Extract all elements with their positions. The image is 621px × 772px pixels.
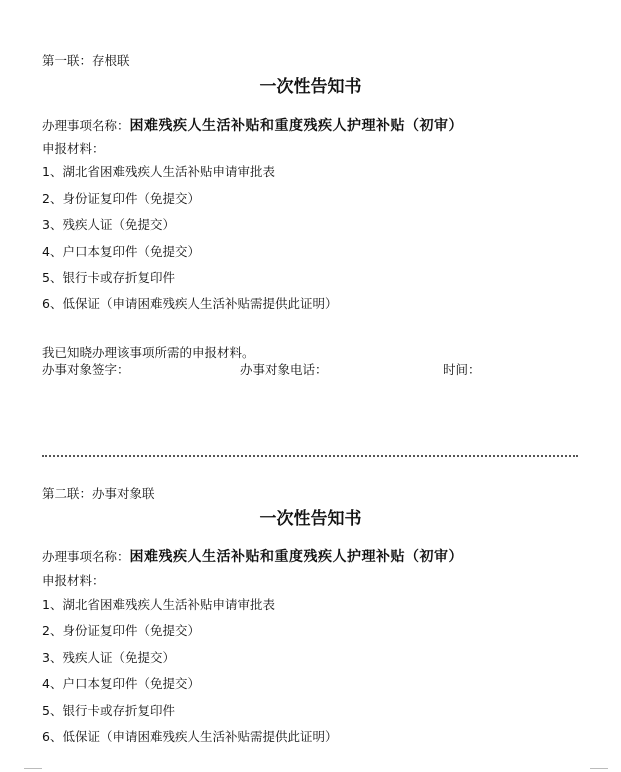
subject-line [42, 115, 463, 135]
copy-label: 第一联：存根联 [42, 53, 130, 68]
acknowledgement-text: 我已知晓办理该事项所需的申报材料。 [42, 345, 255, 360]
material-item: 4、户口本复印件（免提交） [42, 676, 200, 691]
notice-title: 一次性告知书 [259, 509, 362, 529]
material-item: 5、银行卡或存折复印件 [42, 703, 175, 718]
phone-label: 办事对象电话： [240, 362, 328, 377]
material-item: 3、残疾人证（免提交） [42, 217, 175, 232]
subject-value: 困难残疾人生活补贴和重度残疾人护理补贴（初审） [129, 118, 464, 134]
page-corner-mark [24, 768, 42, 769]
time-label: 时间： [443, 362, 481, 377]
material-item: 6、低保证（申请困难残疾人生活补贴需提供此证明） [42, 729, 338, 744]
materials-heading: 申报材料： [42, 573, 105, 588]
subject-label: 办理事项名称： [42, 549, 130, 564]
subject-line [42, 546, 463, 566]
material-item: 6、低保证（申请困难残疾人生活补贴需提供此证明） [42, 296, 338, 311]
material-item: 1、湖北省困难残疾人生活补贴申请审批表 [42, 597, 275, 612]
materials-heading: 申报材料： [42, 141, 105, 156]
material-item: 2、身份证复印件（免提交） [42, 191, 200, 206]
material-item: 5、银行卡或存折复印件 [42, 270, 175, 285]
signature-label: 办事对象签字： [42, 362, 130, 377]
material-item: 4、户口本复印件（免提交） [42, 244, 200, 259]
tear-line [42, 455, 578, 457]
material-item: 1、湖北省困难残疾人生活补贴申请审批表 [42, 164, 275, 179]
page-corner-mark [590, 768, 608, 769]
subject-label: 办理事项名称： [42, 118, 130, 133]
copy-label: 第二联：办事对象联 [42, 486, 155, 501]
material-item: 2、身份证复印件（免提交） [42, 623, 200, 638]
notice-title: 一次性告知书 [259, 77, 362, 97]
material-item: 3、残疾人证（免提交） [42, 650, 175, 665]
subject-value: 困难残疾人生活补贴和重度残疾人护理补贴（初审） [129, 549, 464, 565]
